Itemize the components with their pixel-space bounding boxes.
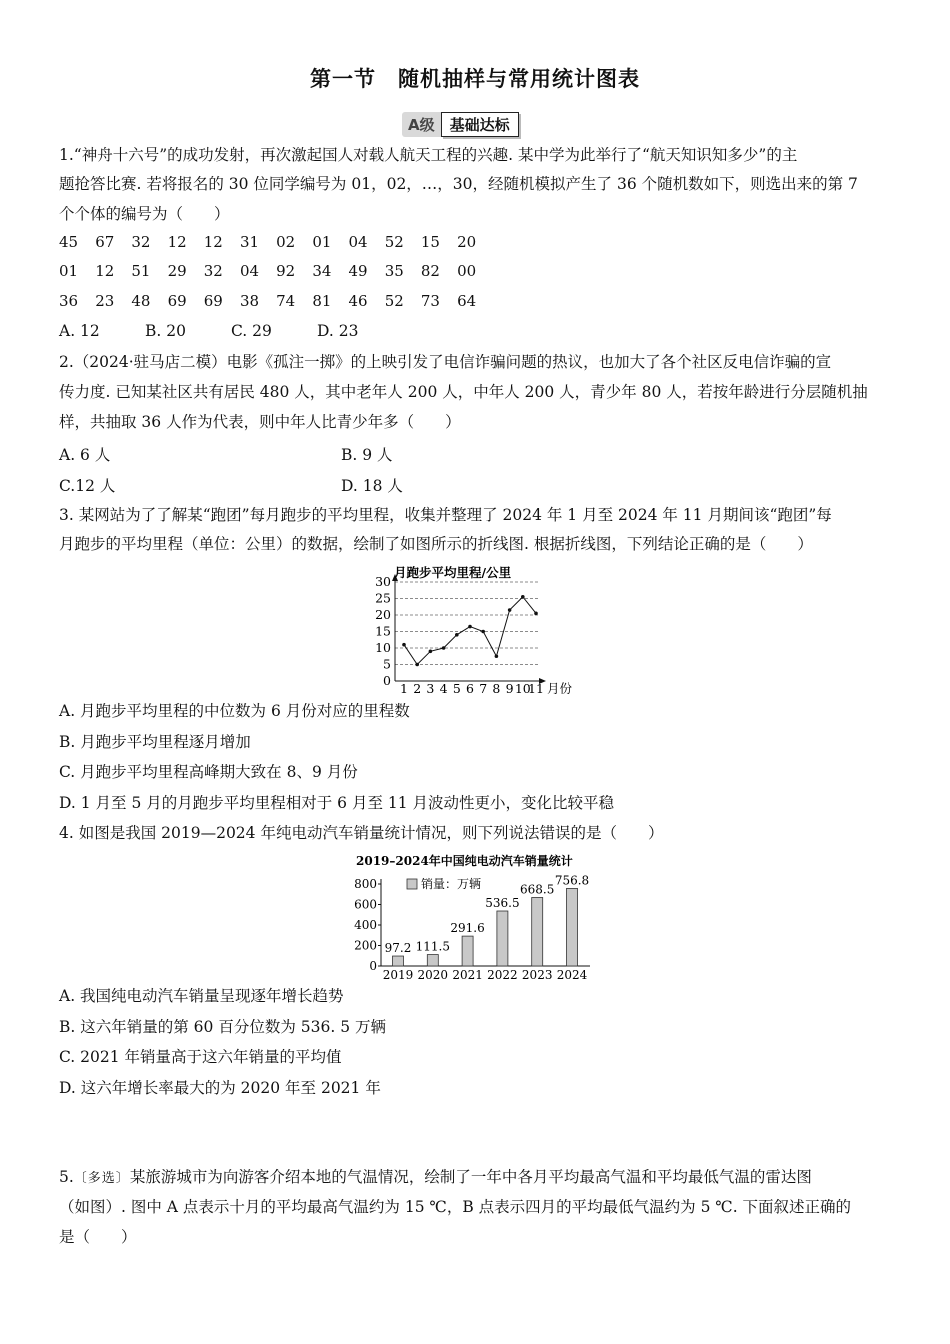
data-point: [534, 612, 538, 616]
x-tick-label: 9: [505, 681, 514, 696]
q5-text-line: 是（ ）: [59, 1228, 137, 1246]
y-tick-label: 400: [354, 918, 377, 932]
x-tick-label: 11: [528, 681, 544, 696]
y-tick-label: 800: [354, 877, 377, 891]
x-tick-label: 10: [514, 681, 531, 696]
q2-text-line: 传力度. 已知某社区共有居民 480 人，其中老年人 200 人，中年人 200 人，青少年 80 人，若按年龄进行分层随机抽: [59, 383, 868, 401]
random-number: 52: [384, 233, 404, 251]
random-number: 49: [348, 262, 368, 280]
ev-sales-bar-chart: [350, 850, 602, 985]
data-point: [468, 625, 472, 629]
q1-text-line: 题抢答比赛. 若将报名的 30 位同学编号为 01，02，…，30，经随机模拟产生了 36 个随机数如下，则选出来的第 7: [59, 175, 858, 193]
q3-option-a[interactable]: A. 月跑步平均里程的中位数为 6 月份对应的里程数: [59, 702, 410, 720]
section-name: 基础达标: [441, 112, 519, 137]
q4-option-b[interactable]: B. 这六年销量的第 60 百分位数为 536. 5 万辆: [59, 1018, 386, 1036]
q3-option-b[interactable]: B. 月跑步平均里程逐月增加: [59, 733, 251, 751]
q3-text-line: 3. 某网站为了了解某“跑团”每月跑步的平均里程，收集并整理了 2024 年 1 月至 2024 年 11 月期间该“跑团”每: [59, 506, 832, 524]
random-number: 92: [276, 262, 296, 280]
data-point: [495, 654, 499, 658]
random-number: 46: [348, 292, 368, 310]
q1-random-row: [59, 292, 493, 310]
random-number: 48: [131, 292, 151, 310]
random-number: 51: [131, 262, 151, 280]
option-d[interactable]: D. 23: [317, 322, 359, 340]
data-point: [508, 608, 512, 612]
option-b[interactable]: B. 9 人: [341, 446, 393, 464]
y-axis-label: 月跑步平均里程/公里: [394, 565, 512, 580]
y-tick-label: 0: [383, 673, 391, 688]
y-tick-label: 20: [375, 607, 391, 622]
q5-number: 5.: [59, 1168, 74, 1186]
bar: [462, 936, 473, 966]
bar: [393, 956, 404, 966]
bar-value-label: 111.5: [415, 939, 450, 954]
random-number: 82: [420, 262, 440, 280]
random-number: 45: [59, 233, 79, 251]
option-b[interactable]: B. 20: [145, 322, 186, 340]
q5-text-line-first: [59, 1167, 812, 1189]
x-tick-label: 8: [492, 681, 501, 696]
x-tick-label: 2020: [417, 968, 449, 982]
y-tick-label: 10: [375, 640, 391, 655]
y-tick-label: 0: [369, 959, 377, 973]
random-number: 15: [420, 233, 440, 251]
q4-option-d[interactable]: D. 这六年增长率最大的为 2020 年至 2021 年: [59, 1079, 381, 1097]
x-axis-label: 月份: [547, 681, 573, 696]
random-number: 81: [312, 292, 332, 310]
chart-title: 2019–2024年中国纯电动汽车销量统计: [356, 854, 573, 868]
random-number: 12: [203, 233, 223, 251]
random-number: 29: [167, 262, 187, 280]
x-tick-label: 2019: [382, 968, 414, 982]
q5-text: 某旅游城市为向游客介绍本地的气温情况，绘制了一年中各月平均最高气温和平均最低气温的雷达图: [129, 1168, 812, 1186]
x-tick-label: 5: [452, 681, 461, 696]
multi-select-tag: 〔多选〕: [73, 1171, 130, 1186]
data-point: [442, 646, 446, 650]
random-number: 52: [384, 292, 404, 310]
random-number: 01: [59, 262, 79, 280]
y-tick-label: 30: [375, 574, 391, 589]
random-number: 67: [95, 233, 115, 251]
random-number: 31: [239, 233, 260, 251]
y-tick-label: 5: [383, 656, 391, 672]
bar: [532, 897, 543, 966]
random-number: 12: [95, 262, 115, 280]
section-level: A级: [402, 112, 441, 137]
running-line-chart: [360, 560, 585, 700]
option-d[interactable]: D. 18 人: [341, 477, 403, 495]
y-tick-label: 15: [375, 623, 391, 639]
bar: [427, 955, 438, 966]
x-tick-label: 3: [426, 681, 435, 696]
random-number: 38: [239, 292, 260, 310]
data-point: [415, 663, 419, 667]
section-badge: [402, 111, 519, 137]
bar-value-label: 756.8: [554, 873, 590, 888]
random-number: 32: [131, 233, 151, 251]
q2-text-line: 2.（2024·驻马店二模）电影《孤注一掷》的上映引发了电信诈骗问题的热议，也加大了各个社区反电信诈骗的宣: [59, 353, 832, 371]
q3-text-line: 月跑步的平均里程（单位：公里）的数据，绘制了如图所示的折线图. 根据折线图，下列结论正确的是（ ）: [59, 535, 813, 553]
bar: [567, 888, 578, 966]
random-number: 69: [167, 292, 187, 310]
bar-value-label: 536.5: [485, 896, 520, 911]
y-tick-label: 600: [354, 897, 377, 912]
data-point: [402, 643, 406, 647]
q2-text-line: 样，共抽取 36 人作为代表，则中年人比青少年多（ ）: [59, 413, 461, 431]
random-number: 74: [276, 292, 296, 310]
q4-text-line: 4. 如图是我国 2019—2024 年纯电动汽车销量统计情况，则下列说法错误的是（ ）: [59, 824, 664, 842]
random-number: 35: [384, 262, 404, 280]
random-number: 69: [203, 292, 223, 310]
q5-text-line: （如图）. 图中 A 点表示十月的平均最高气温约为 15 ℃，B 点表示四月的平均最低气温约为 5 ℃. 下面叙述正确的: [59, 1198, 852, 1216]
random-number: 23: [95, 292, 115, 310]
bar: [497, 911, 508, 966]
x-tick-label: 2022: [487, 968, 518, 982]
q3-option-c[interactable]: C. 月跑步平均里程高峰期大致在 8、9 月份: [59, 763, 358, 781]
x-tick-label: 1: [400, 681, 408, 696]
series-line: [404, 597, 536, 665]
random-number: 34: [312, 262, 332, 280]
bar-value-label: 97.2: [384, 941, 412, 956]
x-tick-label: 2023: [521, 968, 553, 982]
random-number: 32: [203, 262, 223, 280]
option-c[interactable]: C.12 人: [59, 477, 116, 495]
q4-option-a[interactable]: A. 我国纯电动汽车销量呈现逐年增长趋势: [59, 987, 344, 1005]
data-point: [429, 650, 433, 654]
y-tick-label: 25: [375, 590, 391, 606]
x-tick-label: 2021: [452, 968, 483, 982]
q1-text-line: 1.“神舟十六号”的成功发射，再次激起国人对载人航天工程的兴趣. 某中学为此举行了“航天知识知多少”的主: [59, 146, 798, 164]
random-number: 20: [457, 233, 477, 251]
q1-text-line: 个个体的编号为（ ）: [59, 205, 230, 223]
x-tick-label: 4: [439, 681, 448, 696]
random-number: 36: [59, 292, 79, 310]
data-point: [481, 630, 485, 634]
data-point: [455, 633, 459, 637]
random-number: 01: [312, 233, 332, 251]
y-tick-label: 200: [354, 938, 377, 953]
x-tick-label: 2: [413, 681, 422, 696]
x-tick-label: 2024: [556, 968, 588, 982]
bar-value-label: 668.5: [520, 882, 555, 897]
random-number: 00: [457, 262, 477, 280]
random-number: 04: [239, 262, 260, 280]
q1-random-row: [59, 262, 493, 280]
page-title: 第一节 随机抽样与常用统计图表: [310, 67, 640, 91]
q3-option-d[interactable]: D. 1 月至 5 月的月跑步平均里程相对于 6 月至 11 月波动性更小，变化比较平稳: [59, 794, 615, 812]
option-c[interactable]: C. 29: [231, 322, 272, 340]
x-tick-label: 6: [466, 681, 474, 696]
legend-label: 销量：万辆: [421, 877, 482, 891]
random-number: 12: [167, 233, 187, 251]
random-number: 73: [420, 292, 440, 310]
random-number: 04: [348, 233, 368, 251]
q1-options: [59, 322, 403, 340]
option-a[interactable]: A. 12: [59, 322, 100, 340]
legend-swatch: [407, 879, 417, 889]
q1-random-row: [59, 233, 493, 251]
random-number: 02: [276, 233, 296, 251]
option-a[interactable]: A. 6 人: [59, 446, 111, 464]
data-point: [521, 595, 525, 599]
x-tick-label: 7: [479, 681, 488, 696]
bar-value-label: 291.6: [450, 921, 485, 936]
q4-option-c[interactable]: C. 2021 年销量高于这六年销量的平均值: [59, 1048, 342, 1066]
random-number: 64: [457, 292, 477, 310]
